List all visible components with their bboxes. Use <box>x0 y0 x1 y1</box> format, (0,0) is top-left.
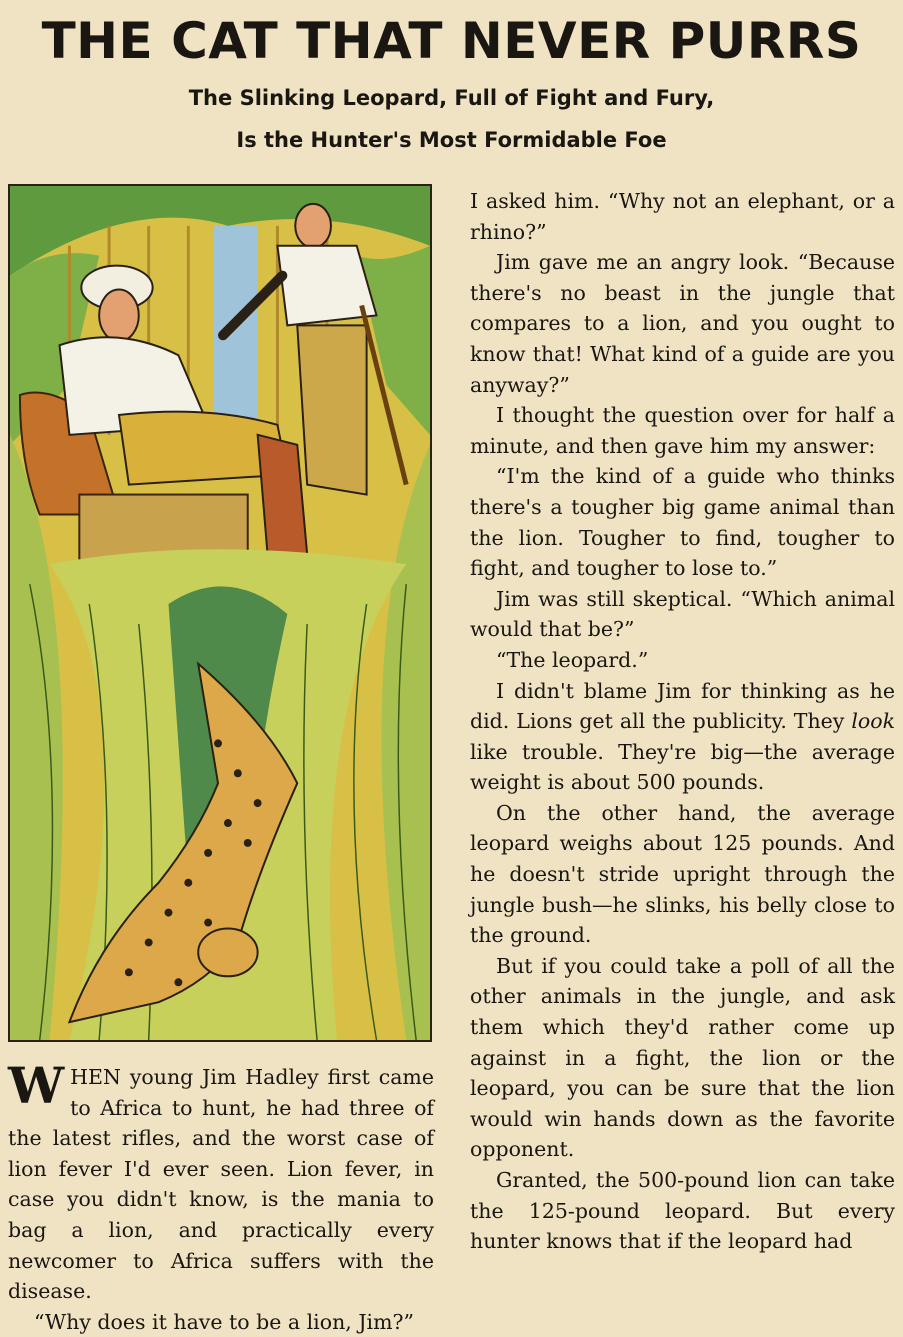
paragraph-text: like trouble. They're big—the average weight is about 500 pounds. <box>470 739 895 795</box>
paragraph: “Why does it have to be a lion, Jim?” <box>34 1309 415 1334</box>
italic-word: look <box>851 709 895 734</box>
paragraph: I thought the question over for half a minute, and then gave him my answer: <box>470 403 895 458</box>
drop-cap: W <box>8 1056 65 1115</box>
paragraph: Jim gave me an angry look. “Because there's no beast in the jungle that compares to a lion, and you ought to know that! What kind of a guide are you anyway?” <box>470 250 895 397</box>
paragraph-text: HEN young Jim Hadley first came to Africa to hunt, he had three of the latest rifles, and the worst case of lion fever I'd ever seen. Lion fever, in case you didn't know, is the mania to bag a lion, and practically every newcomer to Africa suffers with the disease. <box>8 1065 434 1304</box>
left-text-column <box>8 1056 434 1337</box>
paragraph <box>8 1056 434 1307</box>
jungle-illustration-graphic <box>10 186 430 1040</box>
paragraph: I asked him. “Why not an elephant, or a rhino?” <box>470 189 895 244</box>
paragraph: On the other hand, the average leopard weighs about 125 pounds. And he doesn't stride upright through the jungle bush—he slinks, his belly close to the ground. <box>470 800 895 948</box>
article-subtitle-line1: The Slinking Leopard, Full of Fight and Fury, <box>188 86 715 110</box>
paragraph-text: I didn't blame Jim for thinking as he did. Lions get all the publicity. They <box>470 678 895 734</box>
paragraph: “I'm the kind of a guide who thinks there's a tougher big game animal than the lion. Tougher to find, tougher to fight, and tougher to lose to.” <box>470 464 895 581</box>
article-illustration <box>8 184 432 1042</box>
paragraph: But if you could take a poll of all the other animals in the jungle, and ask them which they'd rather come up against in a fight, the lion or the leopard, you can be sure that the lion would win hands down as the favorite opponent. <box>470 953 895 1162</box>
paragraph: “The leopard.” <box>496 647 649 672</box>
article-subtitle-line2: Is the Hunter's Most Formidable Foe <box>236 128 667 152</box>
right-text-column <box>470 186 895 1257</box>
paragraph <box>470 676 895 798</box>
article-title: THE CAT THAT NEVER PURRS <box>41 12 862 70</box>
paragraph: Granted, the 500-pound lion can take the 125-pound leopard. But every hunter knows that if the leopard had <box>470 1168 895 1254</box>
paragraph: Jim was still skeptical. “Which animal would that be?” <box>470 586 895 642</box>
